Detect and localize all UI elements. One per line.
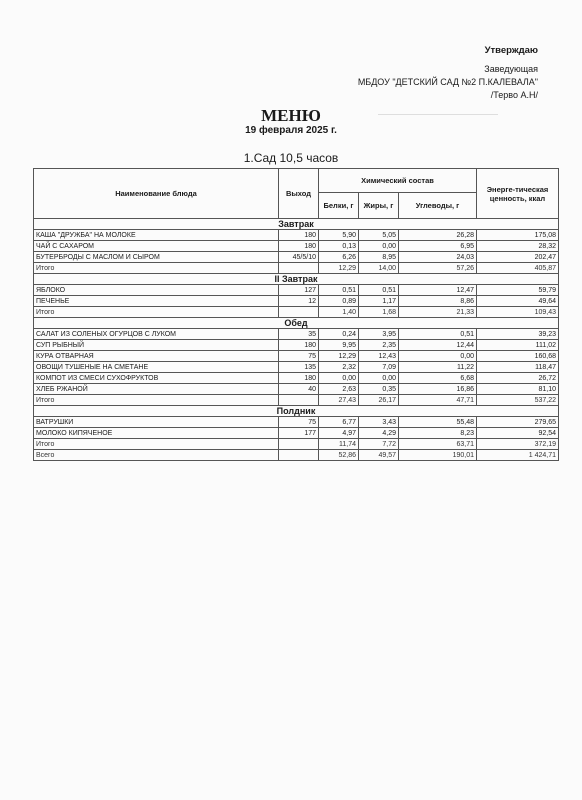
total-row [34,263,559,274]
dish-output: 75 [279,417,319,428]
fat-value: 5,05 [359,230,399,241]
energy-value: 28,32 [477,241,559,252]
protein-value: 11,74 [319,439,359,450]
approval-heading: Утверждаю [484,45,538,56]
protein-value: 0,00 [319,373,359,384]
protein-value: 0,51 [319,285,359,296]
total-label: Всего [34,450,279,461]
dish-name: ЯБЛОКО [34,285,279,296]
energy-value: 537,22 [477,395,559,406]
energy-value: 39,23 [477,329,559,340]
approval-position: Заведующая [484,64,538,74]
carbs-value: 11,22 [399,362,477,373]
menu-subtitle: 1.Сад 10,5 часов [243,151,339,165]
dish-name: ПЕЧЕНЬЕ [34,296,279,307]
carbs-value: 8,23 [399,428,477,439]
energy-value: 59,79 [477,285,559,296]
energy-value: 175,08 [477,230,559,241]
energy-value: 405,87 [477,263,559,274]
fat-value: 0,00 [359,241,399,252]
approval-signature: /Терво А.Н/ [490,90,538,100]
protein-value: 0,13 [319,241,359,252]
fat-value: 0,00 [359,373,399,384]
fat-value: 8,95 [359,252,399,263]
protein-value: 27,43 [319,395,359,406]
dish-output: 177 [279,428,319,439]
section-header-row [34,318,559,329]
dish-output: 180 [279,241,319,252]
section-title: Завтрак [34,219,559,230]
table-row [34,417,559,428]
protein-value: 1,40 [319,307,359,318]
fat-value: 26,17 [359,395,399,406]
dish-output: 127 [279,285,319,296]
fat-value: 2,35 [359,340,399,351]
carbs-value: 24,03 [399,252,477,263]
col-header-fat: Жиры, г [359,193,399,219]
fat-value: 49,57 [359,450,399,461]
menu-date: 19 февраля 2025 г. [245,125,337,136]
fat-value: 14,00 [359,263,399,274]
table-row [34,285,559,296]
col-header-name: Наименование блюда [34,169,279,219]
carbs-value: 12,47 [399,285,477,296]
fat-value: 0,51 [359,285,399,296]
section-title: Полдник [34,406,559,417]
protein-value: 5,90 [319,230,359,241]
protein-value: 6,26 [319,252,359,263]
menu-table [33,168,559,461]
dish-name: ХЛЕБ РЖАНОЙ [34,384,279,395]
dish-name: КОМПОТ ИЗ СМЕСИ СУХОФРУКТОВ [34,373,279,384]
energy-value: 111,02 [477,340,559,351]
protein-value: 6,77 [319,417,359,428]
energy-value: 118,47 [477,362,559,373]
dish-name: ЧАЙ С САХАРОМ [34,241,279,252]
energy-value: 279,65 [477,417,559,428]
total-row [34,395,559,406]
fat-value: 3,43 [359,417,399,428]
protein-value: 2,63 [319,384,359,395]
table-row [34,351,559,362]
page-title: МЕНЮ [261,106,321,125]
dish-output: 180 [279,340,319,351]
empty-cell [279,307,319,318]
dish-output: 40 [279,384,319,395]
section-header-row [34,219,559,230]
table-row [34,329,559,340]
table-row [34,241,559,252]
dish-output: 75 [279,351,319,362]
empty-cell [279,439,319,450]
protein-value: 52,86 [319,450,359,461]
carbs-value: 26,28 [399,230,477,241]
fat-value: 1,17 [359,296,399,307]
fat-value: 0,35 [359,384,399,395]
approval-org: МБДОУ "ДЕТСКИЙ САД №2 П.КАЛЕВАЛА" [357,77,538,87]
energy-value: 92,54 [477,428,559,439]
carbs-value: 16,86 [399,384,477,395]
carbs-value: 190,01 [399,450,477,461]
total-row [34,450,559,461]
dish-output: 180 [279,373,319,384]
dish-name: ВАТРУШКИ [34,417,279,428]
carbs-value: 47,71 [399,395,477,406]
carbs-value: 0,51 [399,329,477,340]
empty-cell [279,450,319,461]
dish-name: БУТЕРБРОДЫ С МАСЛОМ И СЫРОМ [34,252,279,263]
dish-output: 180 [279,230,319,241]
section-title: II Завтрак [34,274,559,285]
carbs-value: 8,86 [399,296,477,307]
carbs-value: 21,33 [399,307,477,318]
dish-output: 12 [279,296,319,307]
protein-value: 9,95 [319,340,359,351]
energy-value: 49,64 [477,296,559,307]
total-row [34,439,559,450]
energy-value: 372,19 [477,439,559,450]
dish-output: 35 [279,329,319,340]
energy-value: 81,10 [477,384,559,395]
empty-cell [279,395,319,406]
total-label: Итого [34,307,279,318]
total-label: Итого [34,439,279,450]
col-header-carbs: Углеводы, г [399,193,477,219]
fat-value: 4,29 [359,428,399,439]
total-row [34,307,559,318]
col-header-energy: Энерге-тическая ценность, ккал [477,169,559,219]
carbs-value: 6,68 [399,373,477,384]
dish-name: САЛАТ ИЗ СОЛЕНЫХ ОГУРЦОВ С ЛУКОМ [34,329,279,340]
total-label: Итого [34,395,279,406]
table-row [34,230,559,241]
table-row [34,373,559,384]
energy-value: 109,43 [477,307,559,318]
energy-value: 26,72 [477,373,559,384]
total-label: Итого [34,263,279,274]
table-row [34,384,559,395]
empty-cell [279,263,319,274]
menu-body [34,219,559,461]
fat-value: 1,68 [359,307,399,318]
protein-value: 4,97 [319,428,359,439]
carbs-value: 6,95 [399,241,477,252]
section-title: Обед [34,318,559,329]
approval-block [338,44,538,102]
table-row [34,362,559,373]
energy-value: 160,68 [477,351,559,362]
dish-output: 45/5/10 [279,252,319,263]
fat-value: 7,09 [359,362,399,373]
protein-value: 12,29 [319,263,359,274]
protein-value: 0,89 [319,296,359,307]
col-header-protein: Белки, г [319,193,359,219]
energy-value: 202,47 [477,252,559,263]
dish-name: КАША "ДРУЖБА" НА МОЛОКЕ [34,230,279,241]
section-header-row [34,274,559,285]
col-header-chem: Химический состав [319,169,477,193]
carbs-value: 63,71 [399,439,477,450]
table-row [34,296,559,307]
carbs-value: 0,00 [399,351,477,362]
protein-value: 12,29 [319,351,359,362]
col-header-output: Выход [279,169,319,219]
fat-value: 7,72 [359,439,399,450]
dish-output: 135 [279,362,319,373]
energy-value: 1 424,71 [477,450,559,461]
carbs-value: 57,26 [399,263,477,274]
section-header-row [34,406,559,417]
protein-value: 2,32 [319,362,359,373]
fat-value: 12,43 [359,351,399,362]
dish-name: ОВОЩИ ТУШЕНЫЕ НА СМЕТАНЕ [34,362,279,373]
protein-value: 0,24 [319,329,359,340]
dish-name: КУРА ОТВАРНАЯ [34,351,279,362]
dish-name: МОЛОКО КИПЯЧЕНОЕ [34,428,279,439]
table-row [34,340,559,351]
dish-name: СУП РЫБНЫЙ [34,340,279,351]
table-row [34,428,559,439]
fat-value: 3,95 [359,329,399,340]
table-row [34,252,559,263]
carbs-value: 12,44 [399,340,477,351]
carbs-value: 55,48 [399,417,477,428]
